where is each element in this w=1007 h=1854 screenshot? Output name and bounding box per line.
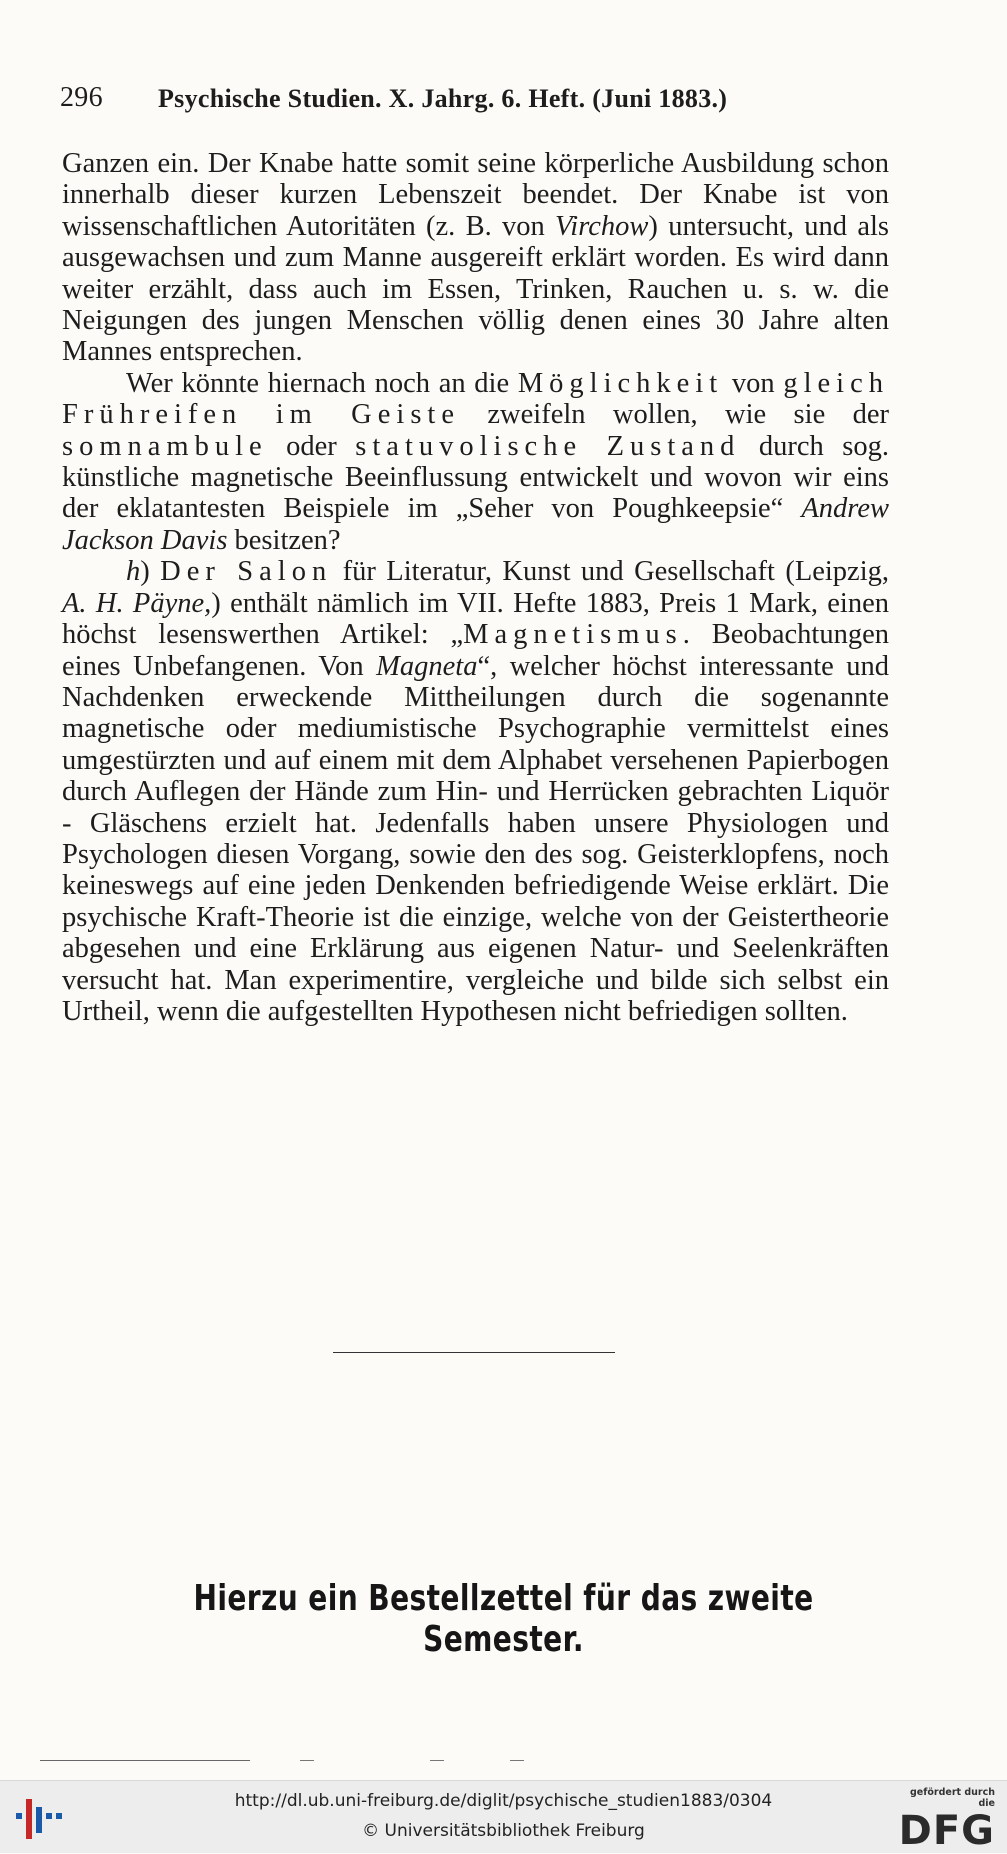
paragraph (62, 556, 889, 1027)
sponsor-text: gefördert durch die (909, 1787, 995, 1809)
text-run: h (126, 556, 141, 588)
text-run: “, welcher höchst interessante und Nachdenken erweckende Mittheilungen durch die sogenannte magnetische oder mediumistische Psychographie vermittelst eines umgestürzten und auf einem mit dem Alphabet versehenen Papierbogen durch Auflegen der Hände zum Hin- und Herrücken gebrachten Liquör - Gläschens erzielt hat. Jedenfalls haben unsere Physiologen und Psychologen diesen Vorgang, sowie den des sog. Geisterklopfens, noch keineswegs auf eine jeden Denkenden befriedigende Weise erklärt. Die psychische Kraft-Theorie ist die einzige, welche von der Geistertheorie abgesehen und eine Erklärung aus eigenen Natur- und Seelenkräften versucht hat. Man experimentire, vergleiche und bilde sich selbst ein Urtheil, wenn die aufgestellten Hypothesen nicht befriedigen sollten. (62, 650, 889, 1027)
text-run: Ganzen ein. Der Knabe hatte somit seine körperliche Ausbildung schon innerhalb dieser kurzen Lebenszeit beendet. Der Knabe ist von wissenschaftlichen Autoritäten (z. B. von (62, 148, 889, 242)
text-run: ) (140, 556, 161, 588)
text-run: oder (267, 430, 356, 462)
page-number: 296 (60, 82, 103, 113)
bottom-dash (430, 1760, 444, 1761)
text-run: Wer könnte hiernach noch an die (126, 367, 518, 399)
paragraph (62, 148, 889, 368)
text-run: Möglichkeit (517, 367, 724, 399)
bottom-dash (300, 1760, 314, 1761)
body-text (62, 148, 889, 1027)
text-run: somnambule (62, 430, 268, 462)
text-run: A. H. Päyne, (62, 587, 212, 619)
dfg-logo-icon: DFG (898, 1808, 995, 1854)
text-run: ) untersucht, und als ausgewachsen und zum Manne ausgereift erklärt worden. Es wird dann weiter erzählt, dass auch im Essen, Trinken, Rauchen u. s. w. die Neigungen des jungen Menschen völlig denen eines 30 Jahre alten Mannes entsprechen. (62, 210, 889, 368)
text-run: zweifeln wollen, wie sie der (460, 399, 890, 431)
permalink-url[interactable]: http://dl.ub.uni-freiburg.de/diglit/psychische_studien1883/0304 (234, 1791, 773, 1811)
text-run: Der Salon (160, 556, 333, 588)
text-run: Andrew Jackson Davis (62, 493, 889, 556)
bottom-dash (510, 1760, 524, 1761)
text-run: gleich Frühreifen im Geiste (62, 367, 889, 431)
text-run: Virchow (555, 210, 649, 242)
text-run: statuvolische Zustand (355, 430, 741, 462)
text-run: ) enthält nämlich im VII. Hefte 1883, Preis 1 Mark, einen höchst lesenswerthen Artikel: „ (62, 587, 889, 651)
text-run: Magnetismus (463, 619, 683, 651)
paragraph (62, 368, 889, 556)
copyright-notice: © Universitätsbibliothek Freiburg (362, 1821, 645, 1841)
text-run: Magneta (376, 650, 478, 682)
section-divider (333, 1352, 615, 1353)
text-run: durch sog. künstliche magnetische Beeinflussung entwickelt und wovon wir eins der eklatantesten Beispiele im „Seher von Poughkeepsie“ (62, 430, 890, 525)
library-footer (0, 1780, 1007, 1853)
dfg-sponsor-logo (895, 1787, 995, 1854)
order-form-notice: Hierzu ein Bestellzettel für das zweite Semester. (193, 1578, 814, 1660)
running-header (60, 82, 890, 122)
running-title: Psychische Studien. X. Jahrg. 6. Heft. (Juni 1883.) (158, 84, 728, 113)
text-run: . Beobachtungen eines Unbefangenen. Von (62, 619, 889, 682)
bottom-rule (40, 1760, 250, 1761)
text-run: für Literatur, Kunst und Gesellschaft (Leipzig, (332, 556, 889, 588)
text-run: von (723, 367, 784, 399)
text-run: besitzen? (227, 524, 341, 556)
